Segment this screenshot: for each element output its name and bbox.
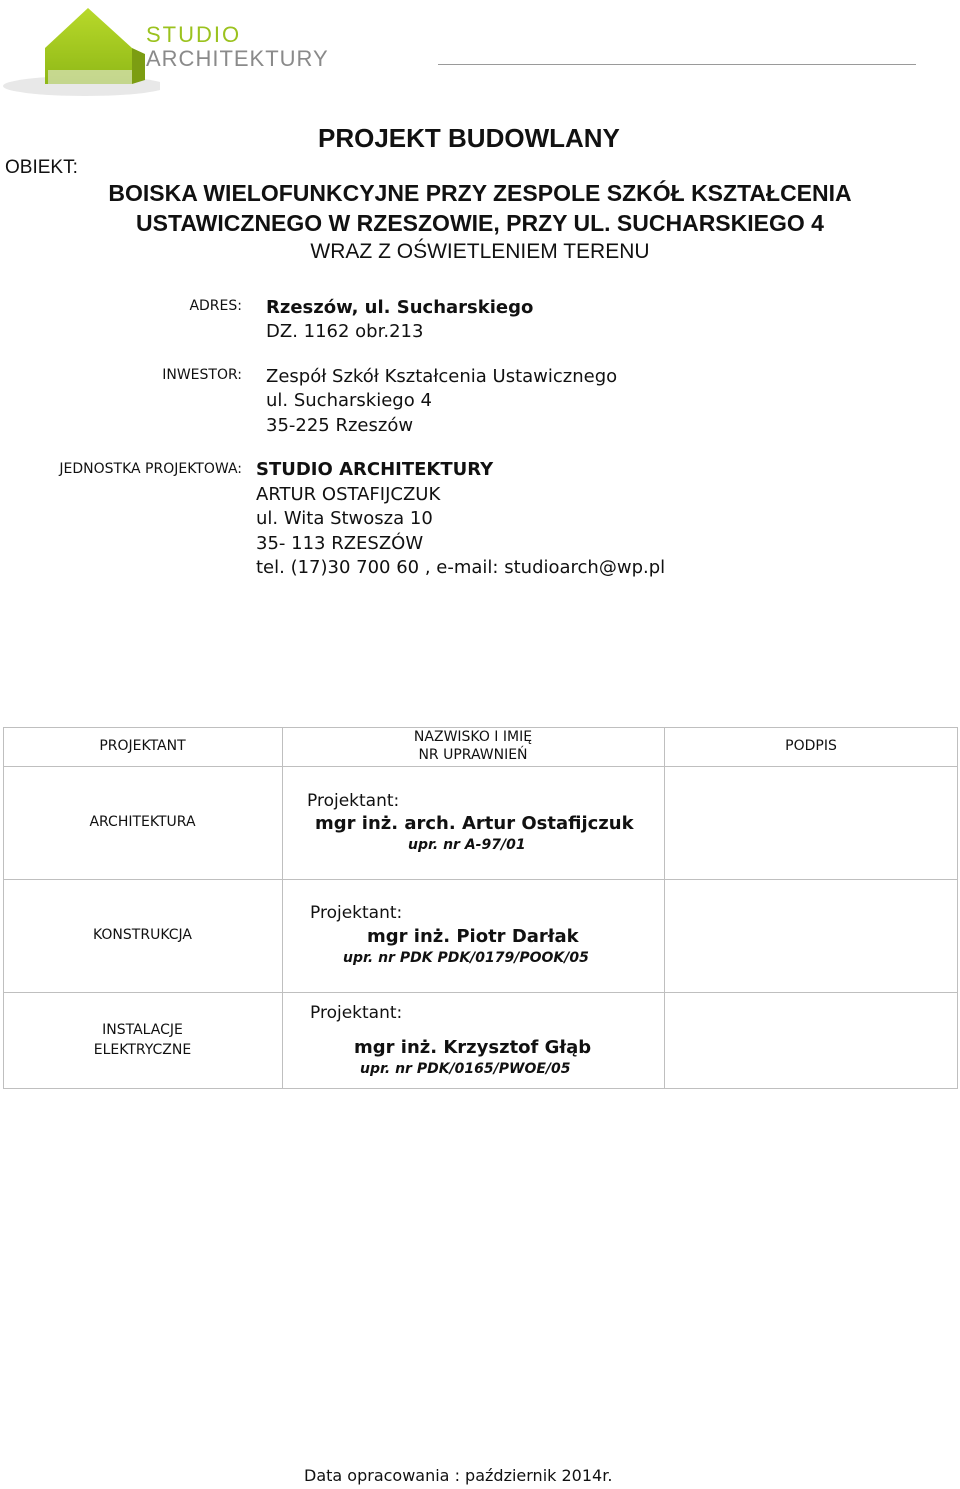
design-unit-line-4: 35- 113 RZESZÓW	[256, 533, 424, 554]
object-line-2: USTAWICZNEGO W RZESZOWIE, PRZY UL. SUCHARSKIEGO 4	[136, 210, 824, 236]
team-table	[3, 727, 958, 1089]
design-unit-line-1: STUDIO ARCHITEKTURY	[256, 459, 494, 480]
studio-logo	[0, 0, 400, 100]
row-3-discipline-line-2: ELEKTRYCZNE	[93, 1042, 192, 1058]
address-label: ADRES:	[189, 298, 242, 314]
design-unit-line-3: ul. Wita Stwosza 10	[256, 508, 433, 529]
row-3-license: upr. nr PDK/0165/PWOE/05	[360, 1061, 571, 1077]
row-1-role-label: Projektant:	[307, 791, 400, 811]
preparation-date: Data opracowania : październik 2014r.	[304, 1466, 613, 1485]
row-3-role-label: Projektant:	[310, 1003, 403, 1023]
logo-text-architektury: ARCHITEKTURY	[146, 46, 329, 71]
address-line-2: DZ. 1162 obr.213	[266, 321, 424, 342]
design-unit-label: JEDNOSTKA PROJEKTOWA:	[59, 461, 242, 477]
row-3-discipline-line-1: INSTALACJE	[102, 1022, 183, 1038]
header-divider	[438, 64, 916, 65]
row-2-license: upr. nr PDK PDK/0179/POOK/05	[343, 950, 589, 966]
investor-line-1: Zespół Szkół Kształcenia Ustawicznego	[266, 366, 618, 387]
header-designer: PROJEKTANT	[99, 738, 186, 754]
document-title: PROJEKT BUDOWLANY	[318, 123, 620, 153]
design-unit-line-2: ARTUR OSTAFIJCZUK	[256, 484, 441, 505]
row-1-license: upr. nr A-97/01	[408, 837, 526, 853]
row-2-role-label: Projektant:	[310, 903, 403, 923]
row-1-designer-name: mgr inż. arch. Artur Ostafijczuk	[315, 813, 634, 834]
address-line-1: Rzeszów, ul. Sucharskiego	[266, 297, 534, 318]
investor-label: INWESTOR:	[162, 367, 242, 383]
object-label: OBIEKT:	[5, 157, 78, 178]
row-1-discipline: ARCHITEKTURA	[89, 814, 196, 830]
row-2-designer-name: mgr inż. Piotr Darłak	[367, 926, 579, 947]
investor-line-3: 35-225 Rzeszów	[266, 415, 414, 436]
header-signature: PODPIS	[785, 738, 837, 754]
header-name-line-2: NR UPRAWNIEŃ	[418, 747, 528, 763]
object-line-1: BOISKA WIELOFUNKCYJNE PRZY ZESPOLE SZKÓŁ KSZTAŁCENIA	[108, 180, 852, 206]
investor-line-2: ul. Sucharskiego 4	[266, 390, 432, 411]
logo-text-studio: STUDIO	[146, 22, 242, 47]
object-subline: WRAZ Z OŚWIETLENIEM TERENU	[310, 240, 650, 263]
design-unit-line-5: tel. (17)30 700 60 , e-mail: studioarch@wp.pl	[256, 557, 666, 578]
row-2-discipline: KONSTRUKCJA	[93, 927, 192, 943]
row-3-designer-name: mgr inż. Krzysztof Głąb	[354, 1037, 592, 1058]
header-name-line-1: NAZWISKO I IMIĘ	[413, 729, 533, 745]
house-logo-icon	[0, 0, 160, 100]
